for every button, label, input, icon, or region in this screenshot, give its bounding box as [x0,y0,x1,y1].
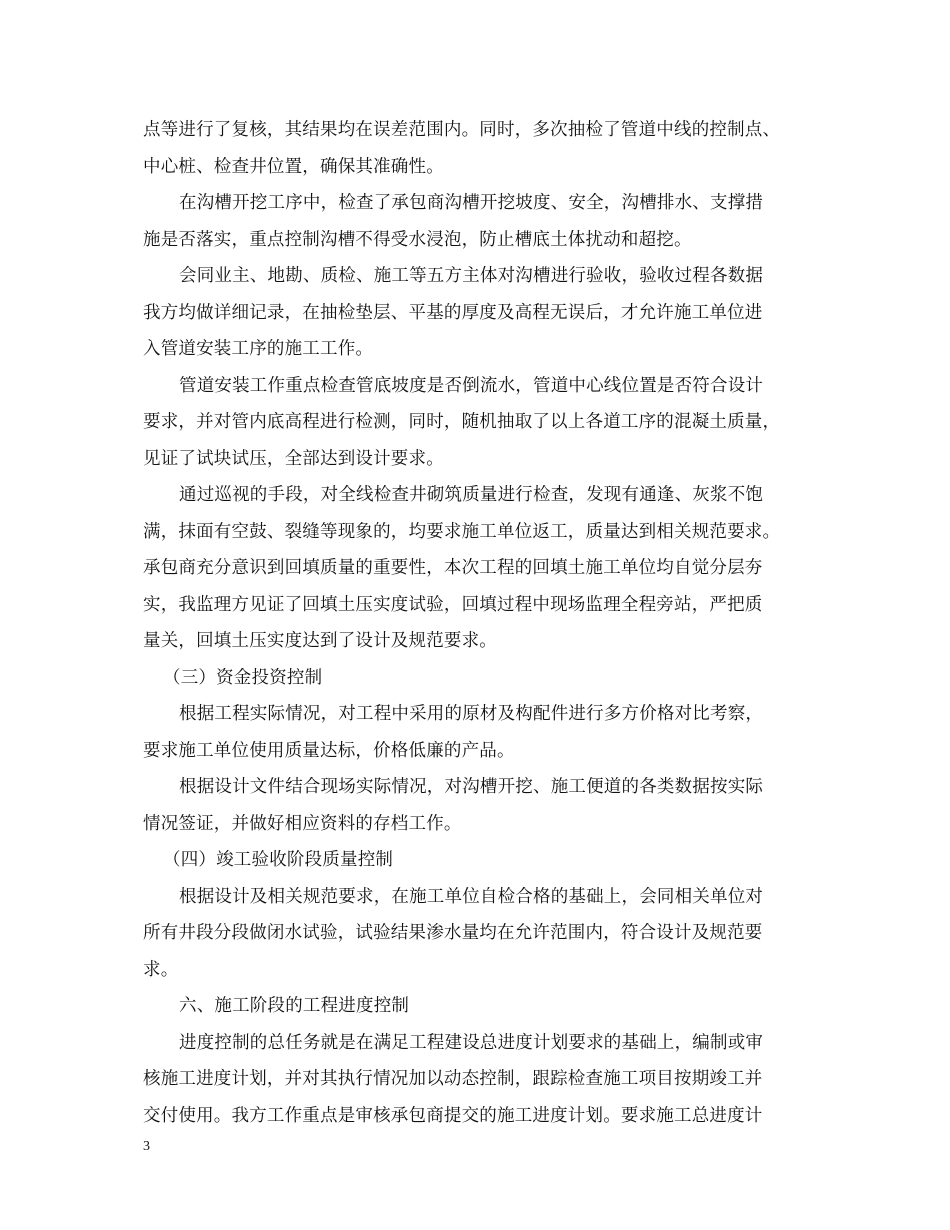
text-line: 满，抹面有空鼓、裂缝等现象的，均要求施工单位返工，质量达到相关规范要求。 [143,521,781,542]
text-line: 根据设计文件结合现场实际情况，对沟槽开挖、施工便道的各类数据按实际 [179,777,764,797]
text-line: 实，我监理方见证了回填土压实度试验，回填过程中现场监理全程旁站，严把质 [143,594,763,615]
text-line: 交付使用。我方工作重点是审核承包商提交的施工进度计划。要求施工总进度计 [143,1105,763,1126]
text-line: 量关，回填土压实度达到了设计及规范要求。 [143,631,497,651]
text-line: 我方均做详细记录，在抽检垫层、平基的厚度及高程无误后，才允许施工单位进 [143,302,763,323]
text-line: 会同业主、地勘、质检、施工等五方主体对沟槽进行验收，验收过程各数据 [179,266,764,286]
text-line: 施是否落实，重点控制沟槽不得受水浸泡，防止槽底土体扰动和超挖。 [143,229,692,250]
text-line: 点等进行了复核，其结果均在误差范围内。同时，多次抽检了管道中线的控制点、 [143,120,781,140]
text-line: 情况签证，并做好相应资料的存档工作。 [143,813,462,834]
text-line: 求。 [143,959,179,980]
text-line: 要求施工单位使用质量达标，价格低廉的产品。 [143,740,515,761]
text-line: 管道安装工作重点检查管底坡度是否倒流水，管道中心线位置是否符合设计 [179,375,764,396]
text-line: 核施工进度计划，并对其执行情况加以动态控制，跟踪检查施工项目按期竣工并 [143,1069,763,1089]
text-line: 进度控制的总任务就是在满足工程建设总进度计划要求的基础上，编制或审 [179,1032,764,1053]
page-number: 3 [143,1139,150,1154]
text-line: 要求，并对管内底高程进行检测，同时，随机抽取了以上各道工序的混凝土质量， [143,412,781,432]
text-line: 在沟槽开挖工序中，检查了承包商沟槽开挖坡度、安全，沟槽排水、支撑措 [179,193,764,213]
text-line: 根据工程实际情况，对工程中采用的原材及构配件进行多方价格对比考察， [179,704,764,724]
document-body [143,112,823,1134]
text-line: 中心桩、检查井位置，确保其准确性。 [143,156,444,177]
text-line: 承包商充分意识到回填质量的重要性，本次工程的回填土施工单位均自觉分层夯 [143,558,763,578]
section-heading: （三）资金投资控制 [163,667,323,688]
text-line: 所有井段分段做闭水试验，试验结果渗水量均在允许范围内，符合设计及规范要 [143,923,763,943]
text-line: 根据设计及相关规范要求，在施工单位自检合格的基础上，会同相关单位对 [179,886,764,907]
text-line: 入管道安装工序的施工工作。 [143,339,374,359]
text-line: 见证了试块试压，全部达到设计要求。 [143,448,444,469]
section-heading: （四）竣工验收阶段质量控制 [163,850,394,870]
text-line: 六、施工阶段的工程进度控制 [179,996,410,1016]
text-line: 通过巡视的手段，对全线检查井砌筑质量进行检查，发现有通逢、灰浆不饱 [179,485,764,505]
